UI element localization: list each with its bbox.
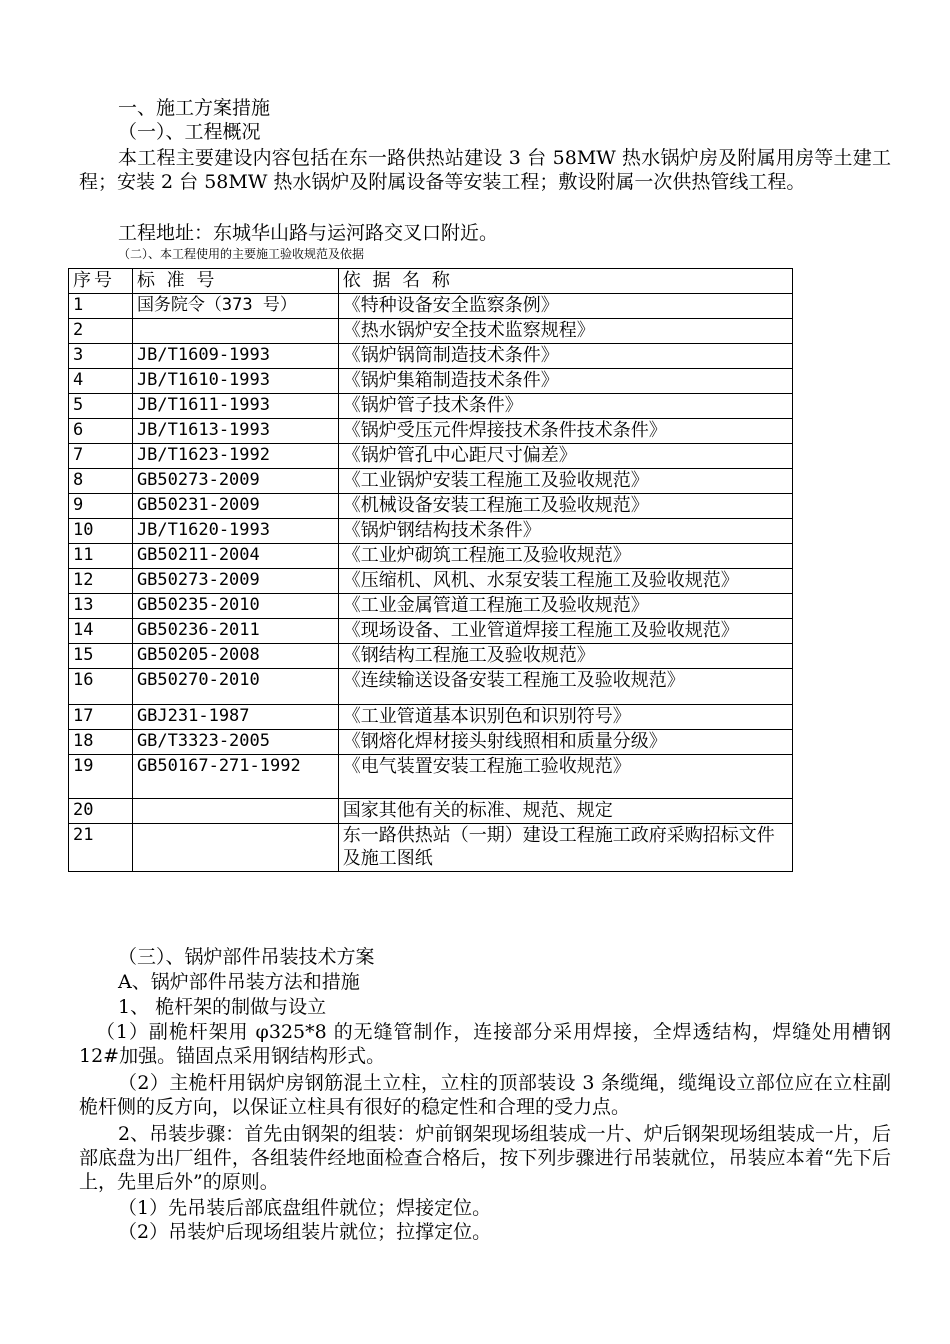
cell-code: GB50167-271-1992 — [132, 755, 338, 799]
table-caption: （二）、本工程使用的主要施工验收规范及依据 — [118, 247, 365, 261]
cell-name: 《现场设备、工业管道焊接工程施工及验收规范》 — [338, 619, 792, 644]
cell-no: 11 — [69, 544, 133, 569]
table-row — [69, 469, 793, 494]
header-name: 依 据 名 称 — [338, 269, 792, 294]
header-no: 序号 — [69, 269, 133, 294]
table-row — [69, 519, 793, 544]
cell-no: 2 — [69, 319, 133, 344]
cell-no: 14 — [69, 619, 133, 644]
cell-name: 《工业炉砌筑工程施工及验收规范》 — [338, 544, 792, 569]
cell-name: 东一路供热站（一期）建设工程施工政府采购招标文件及施工图纸 — [338, 824, 792, 872]
cell-code: GB50211-2004 — [132, 544, 338, 569]
lifting-paragraph-1: （1）副桅杆架用 φ325*8 的无缝管制作，连接部分采用焊接，全焊透结构，焊缝处用槽钢 12#加强。锚固点采用钢结构形式。 — [79, 1021, 891, 1067]
cell-no: 9 — [69, 494, 133, 519]
cell-name: 《工业管道基本识别色和识别符号》 — [338, 705, 792, 730]
cell-no: 7 — [69, 444, 133, 469]
table-row — [69, 799, 793, 824]
cell-code: GB/T3323-2005 — [132, 730, 338, 755]
cell-code — [132, 824, 338, 872]
cell-no: 3 — [69, 344, 133, 369]
cell-no: 17 — [69, 705, 133, 730]
cell-no: 18 — [69, 730, 133, 755]
cell-no: 13 — [69, 594, 133, 619]
cell-code: JB/T1620-1993 — [132, 519, 338, 544]
cell-code: JB/T1610-1993 — [132, 369, 338, 394]
table-row — [69, 619, 793, 644]
cell-code: GB50273-2009 — [132, 469, 338, 494]
cell-name: 《锅炉钢结构技术条件》 — [338, 519, 792, 544]
cell-name: 《钢熔化焊材接头射线照相和质量分级》 — [338, 730, 792, 755]
table-row — [69, 569, 793, 594]
cell-no: 5 — [69, 394, 133, 419]
table-header-row — [69, 269, 793, 294]
cell-no: 4 — [69, 369, 133, 394]
table-row — [69, 824, 793, 872]
table-row — [69, 419, 793, 444]
cell-no: 8 — [69, 469, 133, 494]
cell-name: 国家其他有关的标准、规范、规定 — [338, 799, 792, 824]
cell-code: JB/T1611-1993 — [132, 394, 338, 419]
table-row — [69, 544, 793, 569]
lifting-paragraph-2: （2）主桅杆用锅炉房钢筋混土立柱，立柱的顶部装设 3 条缆绳，缆绳设立部位应在立柱副桅杆侧的反方向，以保证立柱具有很好的稳定性和合理的受力点。 — [79, 1072, 891, 1118]
standards-table — [68, 268, 793, 872]
table-row — [69, 394, 793, 419]
cell-no: 1 — [69, 294, 133, 319]
table-row — [69, 669, 793, 705]
cell-no: 19 — [69, 755, 133, 799]
lifting-title: （三）、锅炉部件吊装技术方案 — [118, 946, 375, 968]
cell-name: 《特种设备安全监察条例》 — [338, 294, 792, 319]
table-row — [69, 444, 793, 469]
cell-code: 国务院令（373 号） — [132, 294, 338, 319]
cell-no: 15 — [69, 644, 133, 669]
cell-no: 12 — [69, 569, 133, 594]
cell-code: GB50270-2010 — [132, 669, 338, 705]
header-code: 标 准 号 — [132, 269, 338, 294]
cell-name: 《锅炉锅筒制造技术条件》 — [338, 344, 792, 369]
cell-code: JB/T1609-1993 — [132, 344, 338, 369]
overview-paragraph: 本工程主要建设内容包括在东一路供热站建设 3 台 58MW 热水锅炉房及附属用房等土建工程；安装 2 台 58MW 热水锅炉及附属设备等安装工程；敷设附属一次供热管线工程。 — [79, 147, 891, 193]
cell-no: 6 — [69, 419, 133, 444]
item-heading: 1、 桅杆架的制做与设立 — [118, 996, 327, 1018]
cell-code: GBJ231-1987 — [132, 705, 338, 730]
cell-name: 《热水锅炉安全技术监察规程》 — [338, 319, 792, 344]
cell-code: GB50273-2009 — [132, 569, 338, 594]
subsection-title: （一）、工程概况 — [118, 121, 261, 143]
cell-name: 《工业锅炉安装工程施工及验收规范》 — [338, 469, 792, 494]
table-row — [69, 644, 793, 669]
table-row — [69, 594, 793, 619]
table-row — [69, 319, 793, 344]
address-line: 工程地址：东城华山路与运河路交叉口附近。 — [118, 222, 499, 244]
cell-name: 《连续输送设备安装工程施工及验收规范》 — [338, 669, 792, 705]
table-row — [69, 344, 793, 369]
step-1: （1）先吊装后部底盘组件就位；焊接定位。 — [118, 1197, 492, 1219]
table-body — [69, 294, 793, 872]
cell-name: 《锅炉管孔中心距尺寸偏差》 — [338, 444, 792, 469]
cell-no: 21 — [69, 824, 133, 872]
table-row — [69, 369, 793, 394]
cell-code: GB50235-2010 — [132, 594, 338, 619]
cell-name: 《锅炉受压元件焊接技术条件技术条件》 — [338, 419, 792, 444]
cell-no: 10 — [69, 519, 133, 544]
section-title: 一、施工方案措施 — [118, 97, 271, 119]
cell-no: 16 — [69, 669, 133, 705]
cell-name: 《锅炉集箱制造技术条件》 — [338, 369, 792, 394]
cell-name: 《钢结构工程施工及验收规范》 — [338, 644, 792, 669]
cell-code — [132, 799, 338, 824]
cell-no: 20 — [69, 799, 133, 824]
table-row — [69, 494, 793, 519]
table-row — [69, 705, 793, 730]
cell-code — [132, 319, 338, 344]
cell-name: 《电气装置安装工程施工验收规范》 — [338, 755, 792, 799]
cell-name: 《工业金属管道工程施工及验收规范》 — [338, 594, 792, 619]
step-2: （2）吊装炉后现场组装片就位；拉撑定位。 — [118, 1221, 492, 1243]
cell-name: 《机械设备安装工程施工及验收规范》 — [338, 494, 792, 519]
lifting-subtitle: A、锅炉部件吊装方法和措施 — [118, 971, 360, 993]
lifting-paragraph-3: 2、吊装步骤：首先由钢架的组装：炉前钢架现场组装成一片、炉后钢架现场组装成一片，后部底盘为出厂组件，各组装件经地面检查合格后，按下列步骤进行吊装就位，吊装应本着“先下后上，先里后外”的原则。 — [79, 1123, 891, 1193]
cell-code: GB50236-2011 — [132, 619, 338, 644]
cell-code: JB/T1623-1992 — [132, 444, 338, 469]
cell-name: 《锅炉管子技术条件》 — [338, 394, 792, 419]
table-row — [69, 755, 793, 799]
table-row — [69, 294, 793, 319]
cell-name: 《压缩机、风机、水泵安装工程施工及验收规范》 — [338, 569, 792, 594]
cell-code: GB50205-2008 — [132, 644, 338, 669]
cell-code: JB/T1613-1993 — [132, 419, 338, 444]
cell-code: GB50231-2009 — [132, 494, 338, 519]
table-row — [69, 730, 793, 755]
